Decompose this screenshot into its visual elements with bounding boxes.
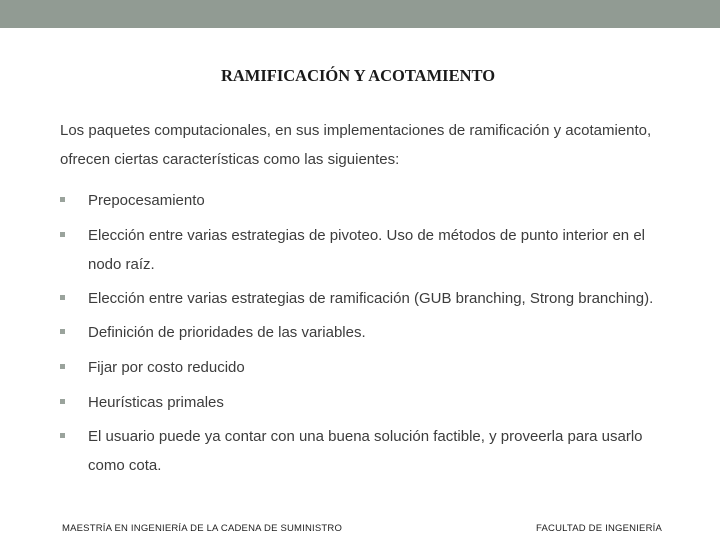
bullet-item [60,318,670,347]
footer-faculty: FACULTAD DE INGENIERÍA [536,523,662,534]
square-bullet-icon [60,329,65,334]
top-accent-bar [0,0,720,28]
bullet-item [60,221,670,279]
bullet-text: Elección entre varias estrategias de ramificación (GUB branching, Strong branching). [88,290,654,307]
square-bullet-icon [60,232,65,237]
bullet-text: Definición de prioridades de las variables. [88,324,366,341]
bullet-item [60,186,670,215]
bullet-item [60,353,670,382]
intro-paragraph: Los paquetes computacionales, en sus implementaciones de ramificación y acotamiento, ofrecen ciertas características como las siguientes: [60,122,652,168]
bullet-text: Fijar por costo reducido [88,359,245,376]
square-bullet-icon [60,433,65,438]
square-bullet-icon [60,364,65,369]
bullet-text: El usuario puede ya contar con una buena solución factible, y proveerla para usarlo como cota. [88,428,643,474]
bullet-text: Prepocesamiento [88,192,205,209]
footer-program: MAESTRÍA EN INGENIERÍA DE LA CADENA DE SUMINISTRO [62,523,343,534]
bullet-text: Elección entre varias estrategias de pivoteo. Uso de métodos de punto interior en el nodo raíz. [88,227,645,273]
bullet-text: Heurísticas primales [88,394,224,411]
square-bullet-icon [60,399,65,404]
square-bullet-icon [60,197,65,202]
bullet-list [60,186,670,480]
bullet-item [60,284,670,313]
bullet-item [60,422,670,480]
slide-title: RAMIFICACIÓN Y ACOTAMIENTO [220,66,496,85]
bullet-item [60,388,670,417]
square-bullet-icon [60,295,65,300]
